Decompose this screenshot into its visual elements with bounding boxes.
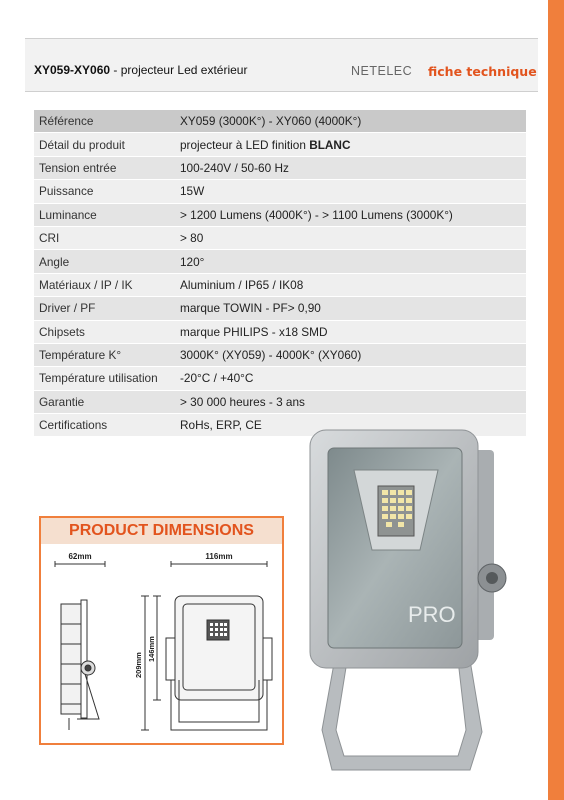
spec-row [34, 250, 526, 273]
spec-value [175, 180, 526, 203]
spec-value-text: projecteur à LED finition [180, 137, 310, 152]
front-view [166, 561, 272, 730]
spec-label: Matériaux / IP / IK [34, 273, 175, 296]
spec-row [34, 133, 526, 156]
pro-logo: PRO [408, 602, 456, 627]
spec-value-text: XY059 (3000K°) - XY060 (4000K°) [180, 114, 362, 129]
depth-label: 62mm [68, 552, 92, 561]
spec-label: Certifications [34, 414, 175, 437]
spec-value [175, 320, 526, 343]
spec-value-text: > 80 [180, 231, 204, 246]
title-description: - projecteur Led extérieur [110, 63, 248, 77]
height-dimension-lines [141, 596, 161, 730]
document-header [25, 38, 538, 92]
spec-row [34, 156, 526, 179]
spec-label: Tension entrée [34, 156, 175, 179]
spec-value-text: 100-240V / 50-60 Hz [180, 160, 289, 175]
spec-row [34, 297, 526, 320]
brand-name: NETELEC [351, 64, 413, 78]
height-total-label: 209mm [134, 652, 143, 678]
spec-label: CRI [34, 226, 175, 249]
spec-label: Référence [34, 110, 175, 133]
spec-value [175, 156, 526, 179]
spec-value [175, 133, 526, 156]
spec-value-text: > 1200 Lumens (4000K°) - > 1100 Lumens (3000K°) [180, 207, 453, 222]
dimensions-drawing [41, 544, 282, 741]
spec-value-text: > 30 000 heures - 3 ans [180, 394, 305, 409]
dimensions-title: PRODUCT DIMENSIONS [41, 518, 282, 544]
document-title [34, 63, 247, 77]
model-number: XY059-XY060 [34, 63, 111, 77]
spec-value [175, 367, 526, 390]
spec-label: Luminance [34, 203, 175, 226]
spec-label: Angle [34, 250, 175, 273]
spec-value-text: marque TOWIN - PF> 0,90 [180, 301, 321, 316]
spec-value [175, 110, 526, 133]
spec-value-text: Aluminium / IP65 / IK08 [180, 277, 304, 292]
spec-value [175, 343, 526, 366]
side-view [55, 561, 105, 730]
spec-value-text: 120° [180, 254, 205, 269]
dimensions-panel [39, 516, 284, 745]
spec-label: Température utilisation [34, 367, 175, 390]
spec-row [34, 110, 526, 133]
spec-row [34, 343, 526, 366]
spec-value [175, 226, 526, 249]
spec-row [34, 320, 526, 343]
spec-value [175, 297, 526, 320]
led-floodlight-image [300, 410, 530, 790]
spec-row [34, 226, 526, 249]
spec-row [34, 180, 526, 203]
top-margin [0, 0, 538, 38]
spec-value-text: 3000K° (XY059) - 4000K° (XY060) [180, 348, 362, 363]
spec-value-text: -20°C / +40°C [180, 371, 254, 386]
spec-value-text: 15W [180, 184, 205, 199]
spec-table [34, 110, 526, 437]
spec-label: Driver / PF [34, 297, 175, 320]
spec-row [34, 273, 526, 296]
spec-label: Puissance [34, 180, 175, 203]
spec-value-text: marque PHILIPS - x18 SMD [180, 324, 328, 339]
spec-label: Chipsets [34, 320, 175, 343]
doc-type-label: fiche technique [428, 64, 537, 79]
spec-value [175, 203, 526, 226]
spec-value [175, 250, 526, 273]
spec-row [34, 367, 526, 390]
width-label: 116mm [205, 552, 233, 561]
spec-value [175, 273, 526, 296]
spec-label: Garantie [34, 390, 175, 413]
height-body-label: 146mm [147, 636, 156, 662]
spec-row [34, 203, 526, 226]
spec-value-text: RoHs, ERP, CE [180, 418, 262, 433]
orange-side-bar [548, 0, 564, 800]
spec-label: Détail du produit [34, 133, 175, 156]
spec-label: Température K° [34, 343, 175, 366]
spec-value-bold: BLANC [309, 137, 351, 152]
